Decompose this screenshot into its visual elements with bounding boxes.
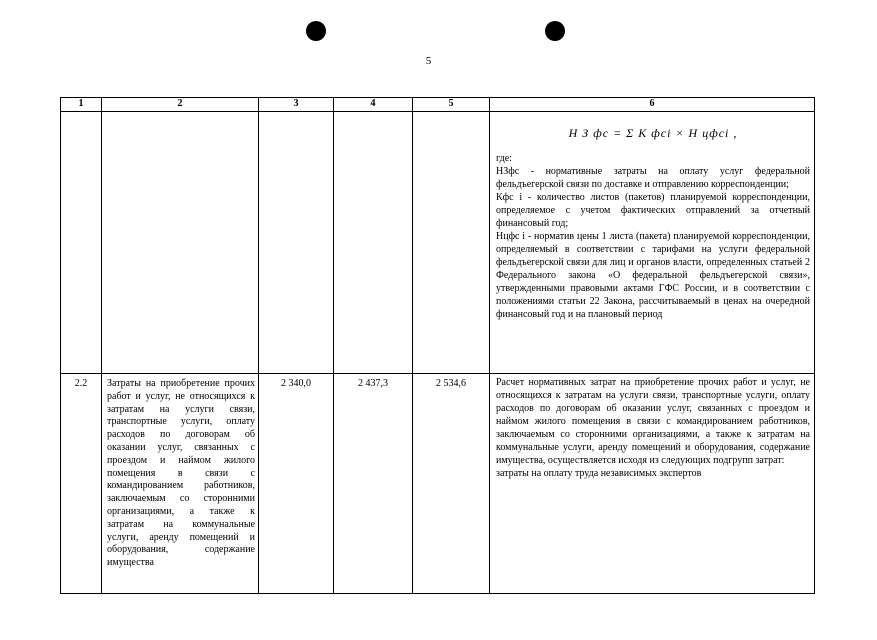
header-col-6: 6 [490, 98, 815, 112]
table-row [61, 112, 815, 374]
text-line: Нцфс i - норматив цены 1 листа (пакета) планируемой корреспонденции, определяемый в соответствии с тарифами на услуги федеральной фельдъегерской связи для лиц и органов власти, определенных статьей 2 Федерального закона «О федеральной фельдъегерской связи», утвержденными правовыми актами ГФС России, и в соответствии с положениями статьи 22 Закона, рассчитываемый в ценах на очередной финансовый год и на плановый период [496, 231, 810, 320]
description-text: Расчет нормативных затрат на приобретение прочих работ и услуг, не относящихся к затратам на услуги связи, транспортные услуги, оплату расходов по договорам об оказании услуг, связанных с проездом и наймом жилого помещения в связи с командированием работников, заключаемым со сторонними организациями, а также к затратам на коммунальные услуги, аренду помещений и оборудования, содержание имущества, осуществляется исходя из следующих подгрупп затрат: [496, 377, 810, 466]
text-line: НЗфс - нормативные затраты на оплату услуг федеральной фельдъегерской связи по доставке и отправлению корреспонденции; [496, 166, 810, 190]
formula: Н З фс = Σ К фсi × Н цфсi , [568, 126, 738, 140]
page-number: 5 [425, 55, 432, 67]
value-col-3: 2 340,0 [259, 374, 334, 594]
header-col-4: 4 [334, 98, 413, 112]
table-row [61, 374, 815, 594]
cell-empty [413, 112, 490, 374]
header-col-1: 1 [61, 98, 102, 112]
text-line: где: [496, 153, 512, 164]
cost-table [60, 97, 815, 594]
header-col-3: 3 [259, 98, 334, 112]
description-cell [490, 374, 815, 594]
punch-hole-left [306, 21, 326, 41]
cell-empty [334, 112, 413, 374]
description-cell [490, 112, 815, 374]
cell-empty [259, 112, 334, 374]
description-subgroup: затраты на оплату труда независимых экспертов [496, 468, 702, 479]
cell-empty [102, 112, 259, 374]
header-col-2: 2 [102, 98, 259, 112]
text-line: Кфс i - количество листов (пакетов) планируемой корреспонденции, определяемое с учетом фактических отправлений за отчетный финансовый год; [496, 192, 810, 229]
header-col-5: 5 [413, 98, 490, 112]
punch-hole-right [545, 21, 565, 41]
cell-empty [61, 112, 102, 374]
value-col-5: 2 534,6 [413, 374, 490, 594]
value-col-4: 2 437,3 [334, 374, 413, 594]
header-row [61, 98, 815, 112]
row-number: 2.2 [61, 374, 102, 594]
cost-name: Затраты на приобретение прочих работ и услуг, не относящихся к затратам на услуги связи, транспортные услуги, оплату расходов по договорам об оказании услуг, связанных с проездом и наймом жилого помещения в связи с командированием работников, заключаемым со сторонними организациями, а также к затратам на коммунальные услуги, аренду помещений и оборудования, содержание имущества [102, 374, 259, 594]
